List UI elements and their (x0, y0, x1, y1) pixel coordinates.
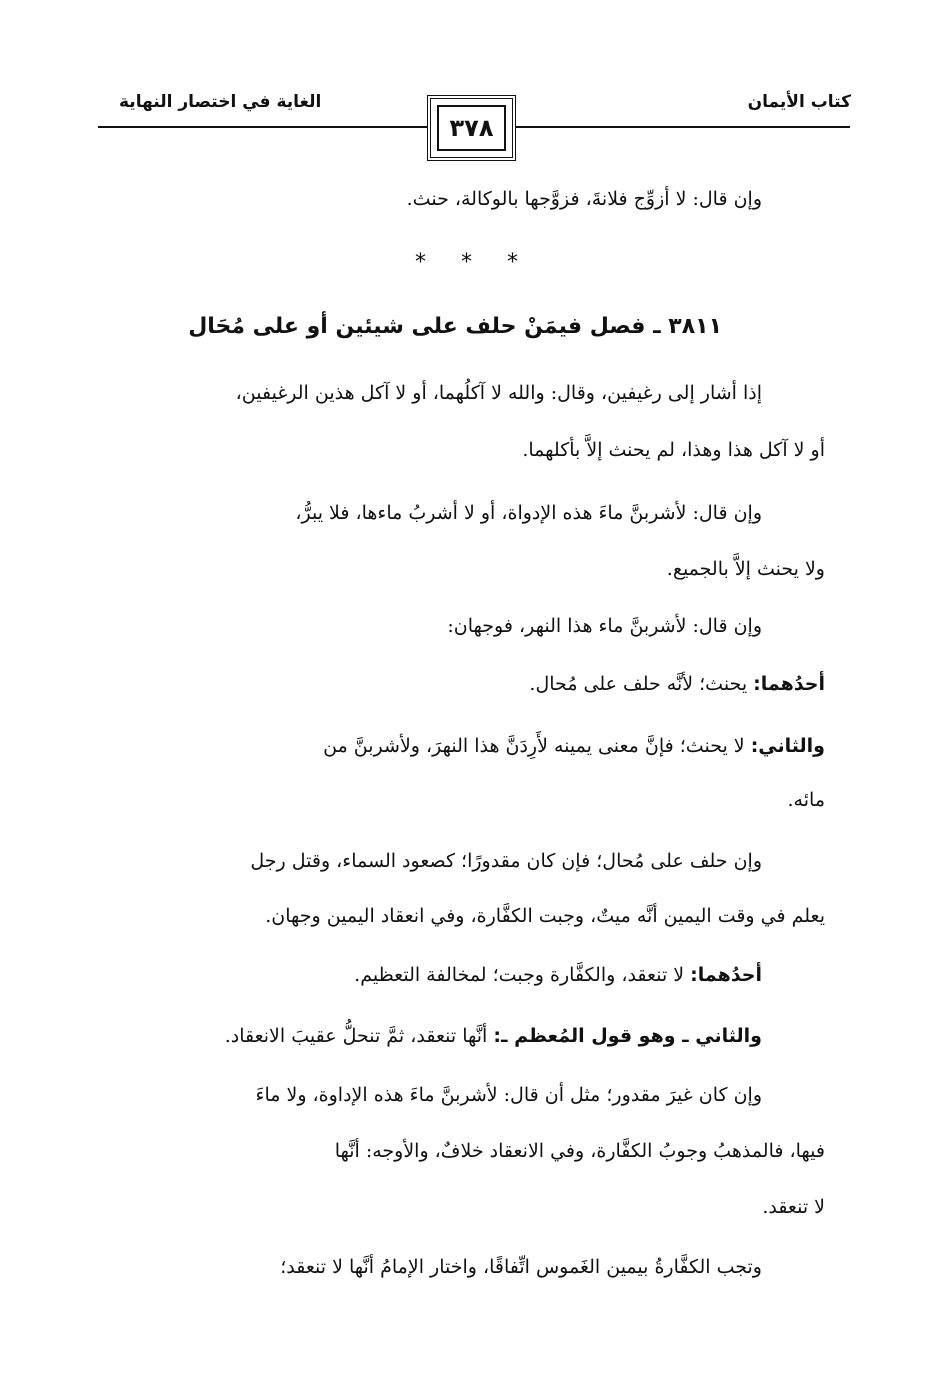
text-line: وإن حلف على مُحال؛ فإن كان مقدورًا؛ كصعود السماء، وقتل رجل (250, 850, 762, 872)
text-line: وإن كان غيرَ مقدور؛ مثل أن قال: لأشربنَّ ماءَ هذه الإداوة، ولا ماءَ (255, 1084, 762, 1106)
book-title: الغاية في اختصار النهاية (119, 92, 322, 112)
text-line-content: لا تنعقد، والكفَّارة وجبت؛ لمخالفة التعظيم. (354, 964, 685, 986)
text-line (225, 1023, 762, 1049)
text-line: ولا يحنث إلاَّ بالجميع. (666, 558, 825, 580)
chapter-title: كتاب الأيمان (747, 92, 851, 112)
text-line: فيها، فالمذهبُ وجوبُ الكفَّارة، وفي الانعقاد خلافٌ، والأوجه: أنَّها (334, 1140, 825, 1162)
text-line: إذا أشار إلى رغيفين، وقال: والله لا آكلُهما، أو لا آكل هذين الرغيفين، (235, 382, 762, 404)
text-line: أو لا آكل هذا وهذا، لم يحنث إلاَّ بأكلهما. (522, 439, 825, 461)
label-second-alt: والثاني ـ وهو قول المُعظم ـ: (493, 1025, 762, 1047)
header-rule-right (516, 126, 850, 128)
section-title: ٣٨١١ ـ فصل فيمَنْ حلف على شيئين أو على مُحَال (188, 314, 722, 339)
text-line: يعلم في وقت اليمين أنَّه ميتٌ، وجبت الكفَّارة، وفي انعقاد اليمين وجهان. (265, 905, 825, 927)
text-line: وإن قال: لأشربنَّ ماءَ هذه الإدواة، أو لا أشربُ ماءها، فلا يبرُّ، (295, 502, 762, 524)
header-rule-left (98, 126, 427, 128)
text-line: وإن قال: لأشربنَّ ماء هذا النهر، فوجهان: (447, 615, 762, 637)
text-line (354, 962, 762, 988)
text-line: لا تنعقد. (762, 1196, 825, 1218)
section-separator: * * * (415, 250, 532, 275)
text-line (529, 671, 825, 697)
label-second: والثاني: (750, 735, 825, 757)
intro-line: وإن قال: لا أزوِّج فلانةَ، فزوَّجها بالوكالة، حنث. (406, 188, 762, 210)
text-line-content: يحنث؛ لأنَّه حلف على مُحال. (529, 673, 748, 695)
page-number-frame (427, 95, 516, 161)
text-line-content: لا يحنث؛ فإنَّ معنى يمينه لأَرِدَنَّ هذا النهرَ، ولأشربنَّ من (323, 735, 745, 757)
label-first: أحدُهما: (753, 673, 825, 695)
text-line: مائه. (787, 789, 825, 811)
label-first: أحدُهما: (690, 964, 762, 986)
text-line: وتجب الكفَّارةُ بيمين الغَموس اتِّفاقًا، واختار الإمامُ أنَّها لا تنعقد؛ (280, 1256, 762, 1278)
text-line-content: أنَّها تنعقد، ثمَّ تنحلُّ عقيبَ الانعقاد. (224, 1025, 488, 1047)
page-number: ٣٧٨ (437, 105, 506, 151)
text-line (323, 733, 825, 759)
